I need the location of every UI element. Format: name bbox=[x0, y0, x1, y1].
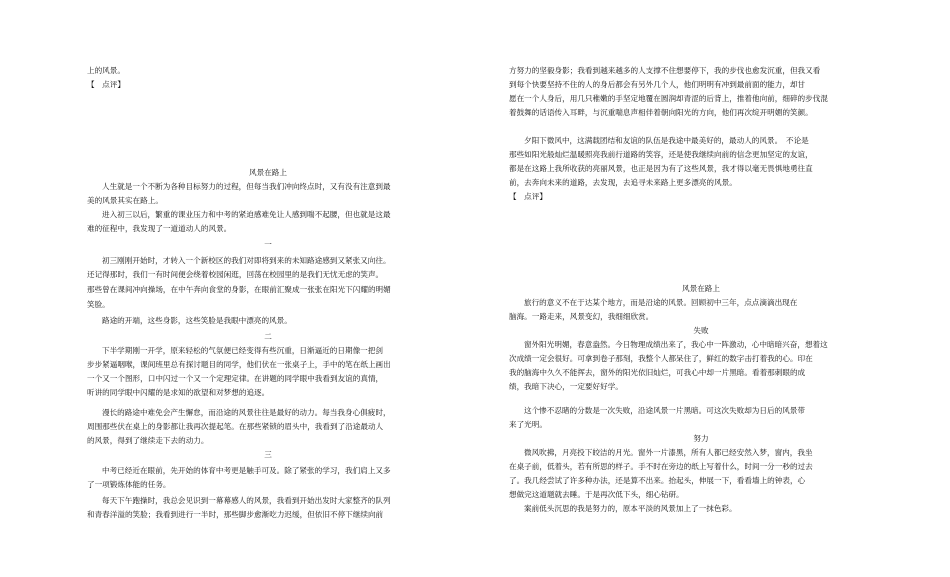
text-line: 【 点评】 bbox=[87, 80, 125, 89]
text-line: 次成绩一定会很好。可拿到卷子那刻，我整个人都呆住了，鲜红的数字击打着我的心。印在 bbox=[509, 354, 813, 363]
text-line: 二 bbox=[264, 332, 272, 341]
text-line: 美的风景其实在路上。 bbox=[87, 196, 163, 205]
text-line: 风景在路上 bbox=[682, 284, 720, 293]
text-line: 下半学期刚一开学，原来轻松的气氛便已经变得有些沉重，日渐逼近的日期像一把剑 bbox=[102, 346, 383, 355]
text-line: 这个惨不忍睹的分数是一次失败，沿途风景一片黑暗。可这次失败却为日后的风景带 bbox=[524, 406, 805, 415]
text-line: 方努力的坚毅身影；我看到越来越多的人支撑不住想要停下，我的步伐也愈发沉重，但我又看 bbox=[509, 66, 821, 75]
text-line: 微风吹拂，月亮投下皎洁的月光。窗外一片漆黑，所有人都已经安然入梦，窗内，我坐 bbox=[524, 448, 813, 457]
text-line: 还记得那时，我们一有时间便会绕着校园闲逛，回荡在校园里的是我们无忧无虑的笑声。 bbox=[87, 270, 384, 279]
text-line: 到每个快要坚持不住的人的身后都会有另外几个人，他们明明有冲到最前面的能力，却甘 bbox=[509, 80, 806, 89]
text-line: 失败 bbox=[693, 326, 709, 335]
text-line: 夕阳下微风中，这满载团结和友谊的队伍是我途中最美好的，最动人的风景。 不论是 bbox=[524, 136, 809, 145]
text-line: 一 bbox=[264, 240, 272, 249]
text-line: 上的风景。 bbox=[87, 66, 125, 75]
text-line: 风景在路上 bbox=[249, 168, 287, 177]
text-line: 每天下午跑操时，我总会见识到一幕幕感人的风景，我看到开始出发时大家整齐的队列 bbox=[102, 496, 391, 505]
text-line: 绩，我暗下决心，一定要好好学。 bbox=[509, 382, 623, 391]
text-line: 了一项锻炼体能的任务。 bbox=[87, 480, 171, 489]
text-line: 和青春洋溢的笑脸；我看到进行一半时，那些脚步愈渐吃力迟缓，但依旧不停下继续向前 bbox=[87, 510, 384, 519]
text-line: 那些曾在课间冲向操场，在中午奔向食堂的身影，在眼前汇聚成一张张在阳光下闪耀的明媚 bbox=[87, 285, 391, 294]
text-line: 三 bbox=[264, 450, 272, 459]
text-line: 了。我几经尝试了许多种办法，还是算不出来。抬起头，伸展一下，看看墙上的钟表，心 bbox=[509, 476, 806, 485]
text-line: 窗外阳光明媚，春意盎然。今日物理成绩出来了，我心中一阵激动，心中暗暗兴奋，想着这 bbox=[524, 340, 828, 349]
text-line: 的风景，得到了继续走下去的动力。 bbox=[87, 436, 209, 445]
text-line: 着鼓舞的话语传入耳畔，与沉重喘息声相伴着朝向阳光的方向，他们再次绽开明媚的笑颜。 bbox=[509, 108, 813, 117]
text-line: 想做完这道题就去睡。于是再次低下头，细心钻研。 bbox=[509, 490, 684, 499]
text-line: 一个又一个图形，口中闪过一个又一个定理定律。在讲题的同学眼中我看到友谊的真情， bbox=[87, 374, 384, 383]
text-line: 漫长的路途中难免会产生懈怠，而沿途的风景往往是最好的动力。每当我身心俱疲时， bbox=[102, 408, 391, 417]
text-line: 笑脸。 bbox=[87, 300, 110, 309]
text-line: 周围那些伏在桌上的身影都让我再次提起笔。在那些紧锁的眉头中，我看到了沿途最动人 bbox=[87, 422, 384, 431]
text-line: 脑海。一路走来，风景变幻，我细细欣赏。 bbox=[509, 312, 654, 321]
text-line: 前，去奔向未来的道路，去发现，去追寻未来路上更多漂亮的风景。 bbox=[509, 178, 737, 187]
text-line: 来了光明。 bbox=[509, 420, 547, 429]
text-line: 中考已经近在眼前，先开始的体育中考更是触手可及。除了紧张的学习，我们肩上又多 bbox=[102, 466, 391, 475]
text-line: 【 点评】 bbox=[509, 192, 547, 201]
text-line: 愿在一个人身后，用几只稚嫩的手坚定地覆在圆润却青涩的后背上，推着他向前，细碎的步伐混 bbox=[509, 94, 828, 103]
text-line: 听讲的同学眼中闪耀的是求知的欲望和对梦想的追逐。 bbox=[87, 388, 270, 397]
text-line: 旅行的意义不在于达某个地方，而是沿途的风景。回顾初中三年，点点滴滴出现在 bbox=[524, 298, 798, 307]
text-line: 人生就是一个不断为各种目标努力的过程，但每当我们冲向终点时，又有没有注意到最 bbox=[102, 182, 391, 191]
text-line: 努力 bbox=[693, 434, 709, 443]
text-line: 初三刚刚开始时，才转入一个新校区的我们对即将到来的未知路途感到又紧张又向往。 bbox=[102, 256, 391, 265]
text-line: 案前低头沉思的我是努力的，原本平淡的风景加上了一抹色彩。 bbox=[524, 504, 737, 513]
text-line: 在桌子前，低着头，若有所思的样子。手不时在旁边的纸上写着什么，时间一分一秒的过去 bbox=[509, 462, 813, 471]
text-line: 都是在这路上我所收获的亮丽风景，也正是因为有了这些风景，我才得以毫无畏惧地勇往直 bbox=[509, 164, 813, 173]
text-line: 那些如阳光般灿烂温暖照亮我前行道路的笑容，还是使我继续向前的信念更加坚定的友谊， bbox=[509, 150, 813, 159]
text-line: 进入初三以后，繁重的课业压力和中考的紧迫感难免让人感到喘不起腰，但也就是这最 bbox=[102, 210, 391, 219]
text-line: 步步紧逼咽喉，课间班里总有探讨题目的同学，他们伏在一张桌子上，手中的笔在纸上画出 bbox=[87, 360, 391, 369]
text-line: 我的脑海中久久不能挥去，窗外的阳光依旧灿烂，可我心中却一片黑暗。看着那刺眼的成 bbox=[509, 368, 806, 377]
text-line: 难的征程中，我发现了一道道动人的风景。 bbox=[87, 224, 232, 233]
text-line: 路途的开端，这些身影，这些笑脸是我眼中漂亮的风景。 bbox=[102, 316, 292, 325]
